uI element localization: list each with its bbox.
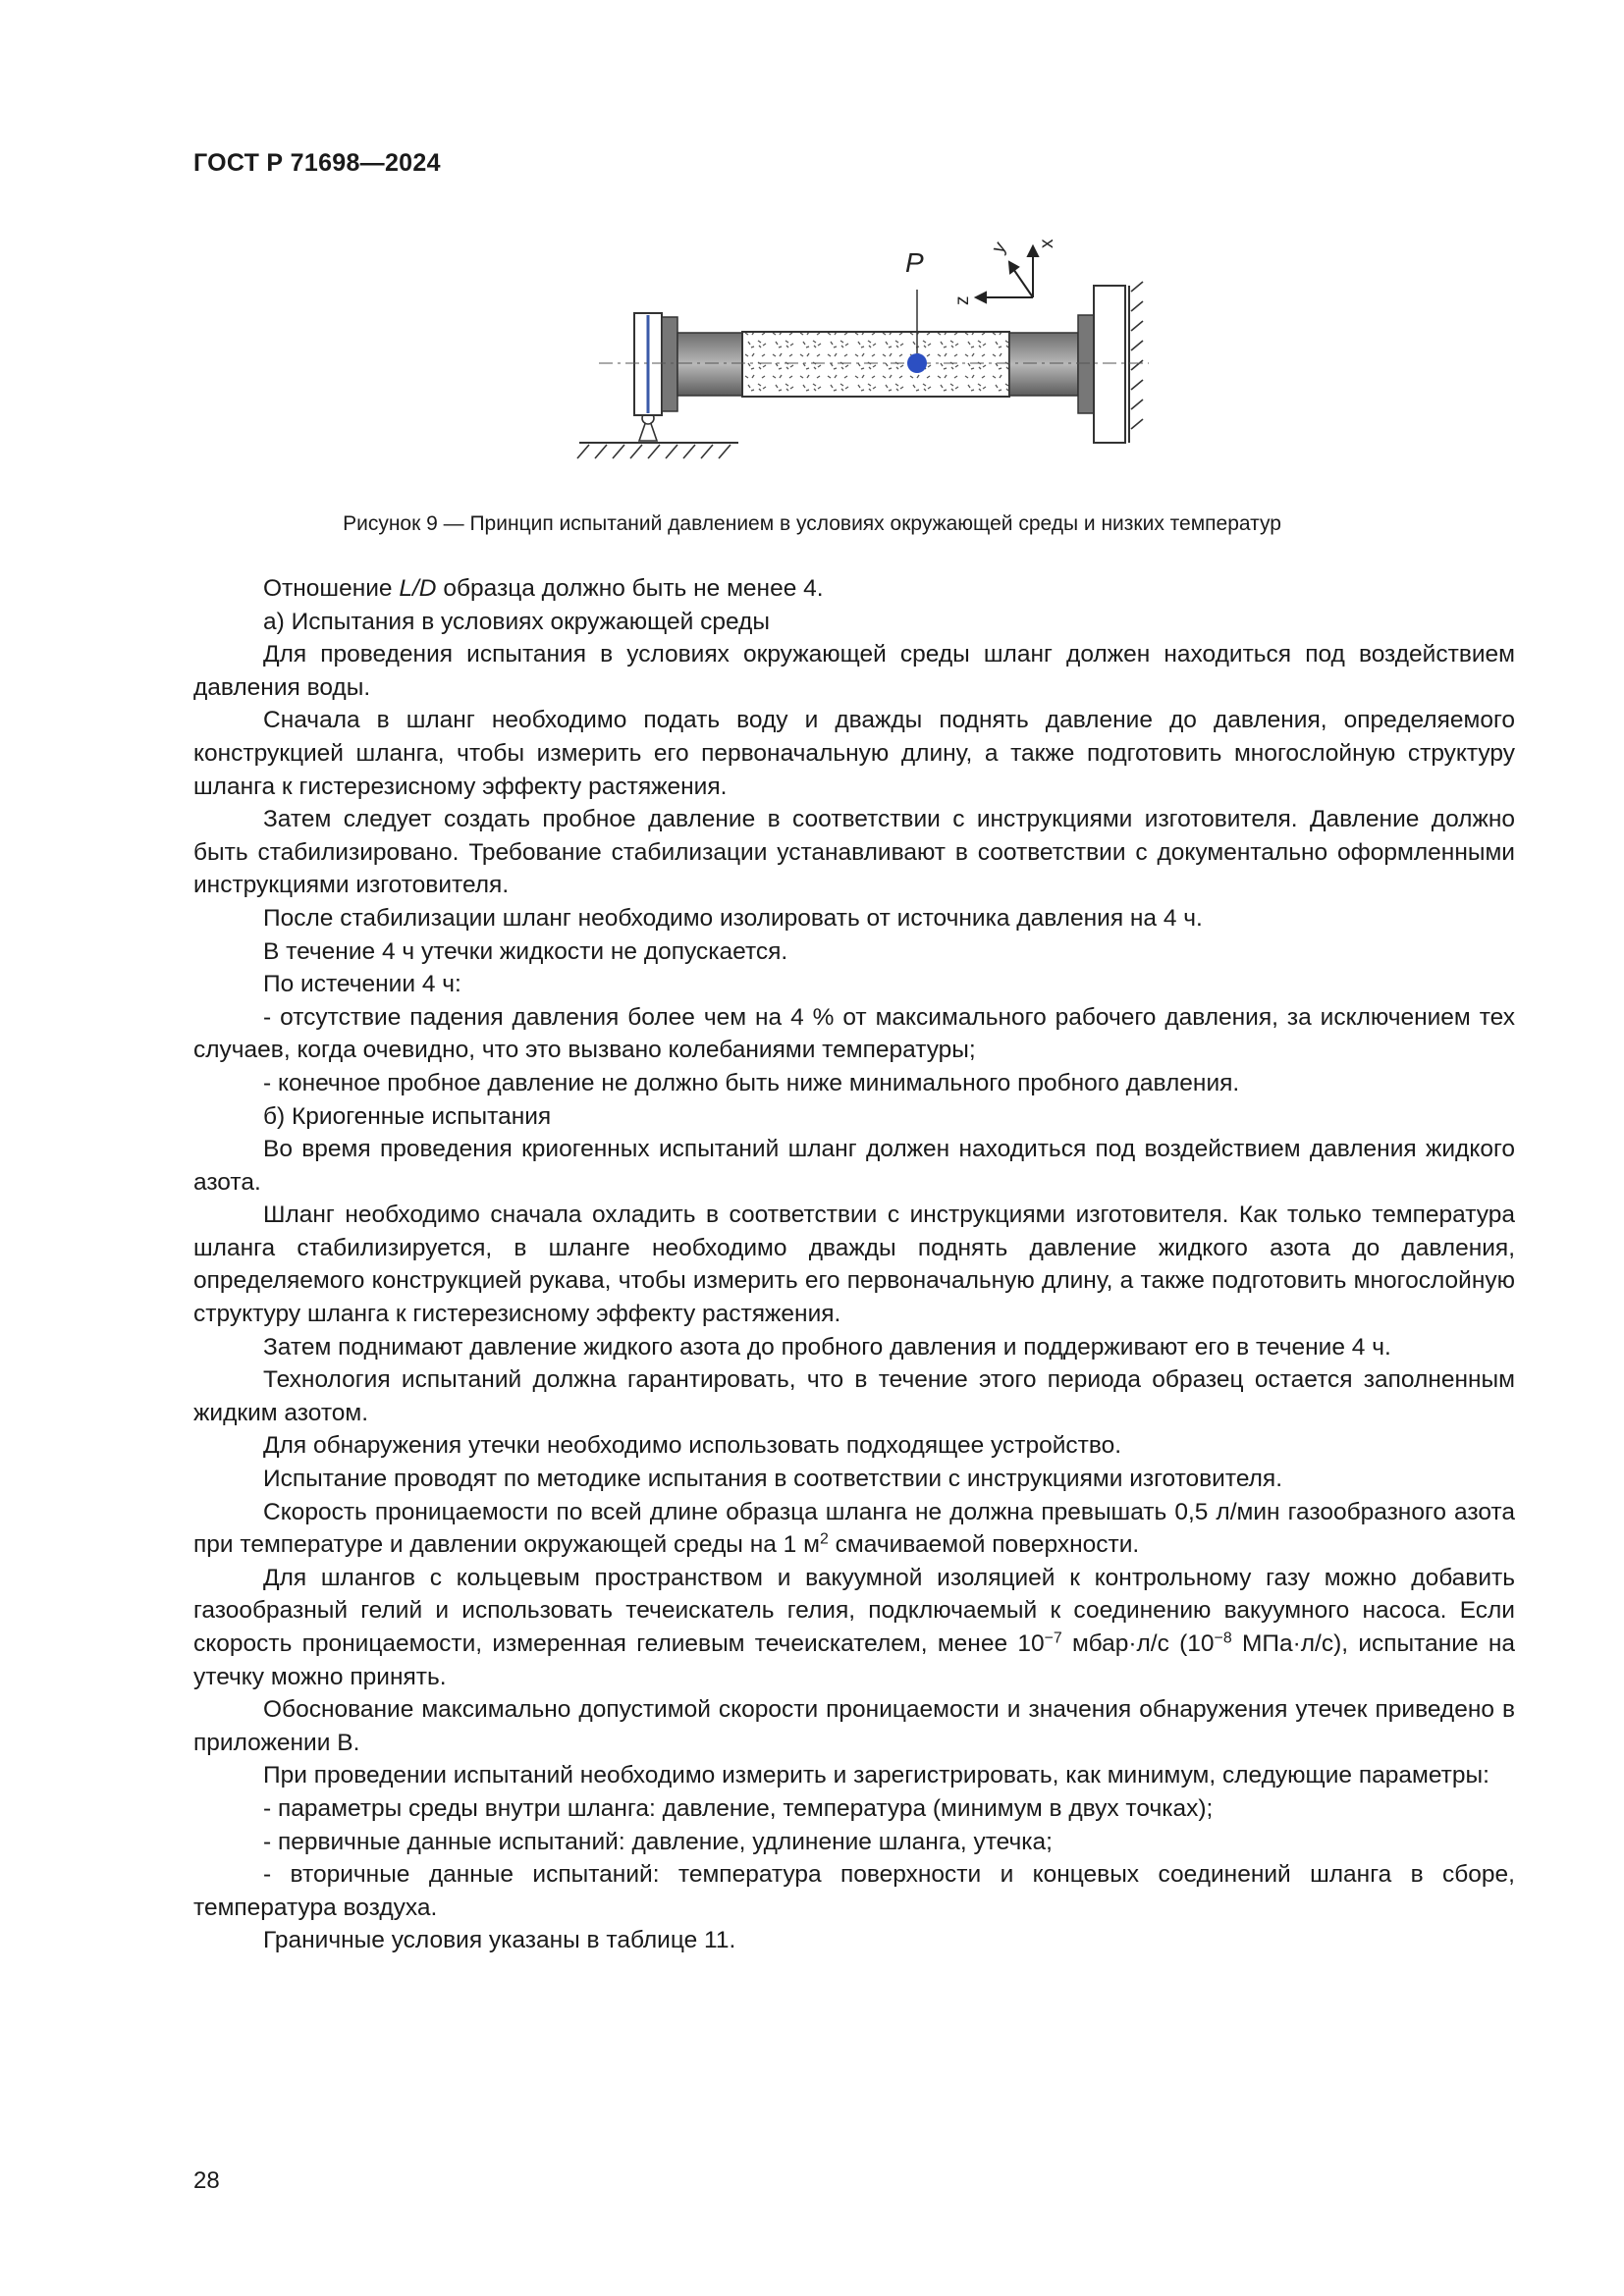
subsection-heading: а) Испытания в условиях окружающей среды bbox=[263, 608, 770, 635]
left-ground-support bbox=[577, 412, 738, 458]
right-end-fitting bbox=[1009, 333, 1078, 396]
paragraph: Для обнаружения утечки необходимо использовать подходящее устройство. bbox=[263, 1432, 1122, 1460]
paragraph: Обоснование максимально допустимой скорости проницаемости и значения обнаружения утечек приведено в приложении В. bbox=[193, 1696, 1515, 1756]
list-item: - вторичные данные испытаний: температура поверхности и концевых соединений шланга в сборе, температура воздуха. bbox=[193, 1861, 1515, 1921]
paragraph: Для шлангов с кольцевым пространством и вакуумной изоляцией к контрольному газу можно добавить газообразный гелий и использовать течеискатель гелия, подключаемый к соединению вакуумного насоса. Если скорость проницаемости, измеренная гелиевым течеискателем, менее $10^{-7}$ мбар·л/с ($10^{-8}$ МПа·л/с), испытание на утечку можно принять. bbox=[193, 1564, 1516, 1690]
hose-test-diagram bbox=[0, 221, 1624, 486]
paragraph: Испытание проводят по методике испытания в соответствии с инструкциями изготовителя. bbox=[263, 1466, 1282, 1493]
paragraph: Скорость проницаемости по всей длине образца шланга не должна превышать 0,5 л/мин газообразного азота при температуре и давлении окружающей среды на 1 $м^2$ смачиваемой поверхности. bbox=[193, 1498, 1515, 1559]
right-wall-support bbox=[1129, 282, 1143, 443]
paragraph: Шланг необходимо сначала охладить в соответствии с инструкциями изготовителя. Как только температура шланга стабилизируется, в шланге необходимо дважды поднять давление жидкого азота до давления, определяемого конструкцией рукава, чтобы измерить его первоначальную длину, а также подготовить многослойную структуру шланга к гистерезисному эффекту растяжения. bbox=[193, 1201, 1515, 1328]
list-item: - первичные данные испытаний: давление, удлинение шланга, утечка; bbox=[263, 1828, 1053, 1855]
paragraph: При проведении испытаний необходимо измерить и зарегистрировать, как минимум, следующие параметры: bbox=[263, 1762, 1489, 1789]
paragraph: Отношение L/D образца должно быть не менее 4. bbox=[263, 575, 824, 602]
figure-caption: Рисунок 9 — Принцип испытаний давлением в условиях окружающей среды и низких температур bbox=[343, 512, 1281, 535]
paragraph: По истечении 4 ч: bbox=[263, 971, 461, 998]
list-item: - конечное пробное давление не должно быть ниже минимального пробного давления. bbox=[263, 1069, 1240, 1096]
right-flange bbox=[1094, 286, 1125, 443]
document-header: ГОСТ Р 71698—2024 bbox=[193, 149, 441, 177]
axis-z-label: z bbox=[952, 295, 973, 305]
hose-sample bbox=[742, 332, 1009, 397]
paragraph: Технология испытаний должна гарантировать, что в течение этого периода образец остается заполненным жидким азотом. bbox=[193, 1366, 1515, 1426]
paragraph: Для проведения испытания в условиях окружающей среды шланг должен находиться под воздействием давления воды. bbox=[193, 641, 1515, 701]
paragraph: В течение 4 ч утечки жидкости не допускается. bbox=[263, 937, 788, 965]
axis-y-label: y bbox=[988, 238, 1011, 257]
paragraph: Во время проведения криогенных испытаний шланг должен находиться под воздействием давления жидкого азота. bbox=[193, 1136, 1515, 1196]
subsection-heading: б) Криогенные испытания bbox=[263, 1102, 552, 1130]
paragraph: После стабилизации шланг необходимо изолировать от источника давления на 4 ч. bbox=[263, 904, 1203, 932]
axis-x-label: x bbox=[1037, 239, 1057, 248]
test-principle-figure bbox=[0, 221, 1624, 486]
paragraph: Сначала в шланг необходимо подать воду и дважды поднять давление до давления, определяемого конструкцией шланга, чтобы измерить его первоначальную длину, а также подготовить многослойную структуру шланга к гистерезисному эффекту растяжения. bbox=[193, 707, 1515, 800]
paragraph: Граничные условия указаны в таблице 11. bbox=[263, 1927, 736, 1954]
paragraph: Затем следует создать пробное давление в соответствии с инструкциями изготовителя. Давление должно быть стабилизировано. Требование стабилизации устанавливают в соответствии с документально оформленными инструкциями изготовителя. bbox=[193, 806, 1515, 899]
list-item: - отсутствие падения давления более чем на 4 % от максимального рабочего давления, за исключением тех случаев, когда очевидно, что это вызвано колебаниями температуры; bbox=[193, 1003, 1515, 1064]
left-end-fitting bbox=[677, 333, 742, 396]
pressure-label: P bbox=[905, 247, 924, 278]
document-body bbox=[193, 572, 1515, 1957]
pressure-point-marker bbox=[907, 353, 927, 373]
page-number: 28 bbox=[193, 2167, 220, 2194]
paragraph: Затем поднимают давление жидкого азота до пробного давления и поддерживают его в течение 4 ч. bbox=[263, 1333, 1391, 1361]
list-item: - параметры среды внутри шланга: давление, температура (минимум в двух точках); bbox=[263, 1794, 1214, 1822]
